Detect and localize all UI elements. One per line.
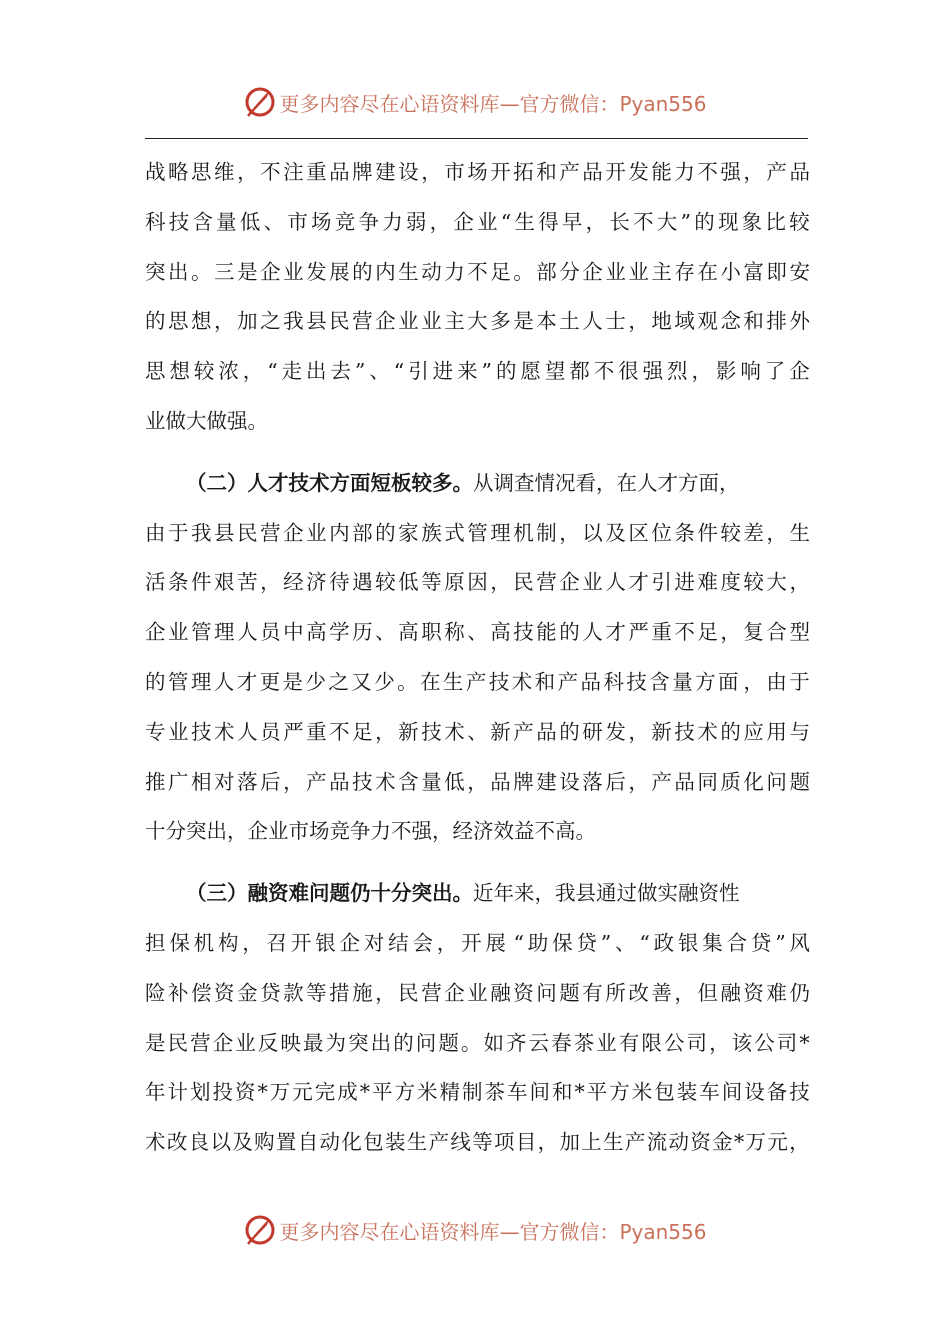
text-line: 突 出 。 三 是 企 业 发 展 的 内 生 动 力 不 足 。 部 分 企 业 业 主 存 在 小 富 即 安 [145,259,810,284]
text-line: 活 条 件 艰 苦 ， 经 济 待 遇 较 低 等 原 因 ， 民 营 企 业 人 才 引 进 难 度 较 大 ， [145,570,810,595]
quill-logo-icon [243,1213,277,1247]
header-banner [0,82,950,122]
text-line: 企 业 管 理 人 员 中 高 学 历 、 高 职 称 、 高 技 能 的 人 才 严 重 不 足 ， 复 合 型 [145,620,810,645]
text-line: 专 业 技 术 人 员 严 重 不 足 ， 新 技 术 、 新 产 品 的 研 发 ， 新 技 术 的 应 用 与 [145,719,810,744]
text-line: 科 技 含 量 低 、 市 场 竞 争 力 弱 ， 企 业 “ 生 得 早 ， 长 不 大 ” 的 现 象 比 较 [145,209,810,234]
text-line: 业做大做强。 [145,408,268,433]
text-line: 险 补 偿 资 金 贷 款 等 措 施 ， 民 营 企 业 融 资 问 题 有 所 改 善 ， 但 融 资 难 仍 [145,980,810,1005]
text-line: 思 想 较 浓 ， “ 走 出 去 ” 、 “ 引 进 来 ” 的 愿 望 都 不 很 强 烈 ， 影 响 了 企 [145,359,810,384]
text-line: 推 广 相 对 落 后 ， 产 品 技 术 含 量 低 ， 品 牌 建 设 落 后 ， 产 品 同 质 化 问 题 [145,769,810,794]
header-banner-text: 更多内容尽在心语资料库—官方微信：Pyan556 [279,91,707,116]
text-line: 年 计 划 投 资 * 万 元 完 成 * 平 方 米 精 制 茶 车 间 和 * 平 方 米 包 装 车 间 设 备 技 [145,1080,810,1105]
text-line: 十分突出，企业市场竞争力不强，经济效益不高。 [145,819,596,844]
quill-logo-icon [243,85,277,119]
section-heading-line [145,459,810,509]
text-line: 的 管 理 人 才 更 是 少 之 又 少 。 在 生 产 技 术 和 产 品 科 技 含 量 方 面 ， 由 于 [145,669,810,694]
footer-banner-text: 更多内容尽在心语资料库—官方微信：Pyan556 [279,1219,707,1244]
text-line: 战 略 思 维 ， 不 注 重 品 牌 建 设 ， 市 场 开 拓 和 产 品 开 发 能 力 不 强 ， 产 品 [145,160,810,184]
section-heading: （三）融资难问题仍十分突出。 [186,881,473,906]
text-line: 的 思 想 ， 加 之 我 县 民 营 企 业 业 主 大 多 是 本 土 人 士 ， 地 域 观 念 和 排 外 [145,309,810,334]
header-divider [145,138,808,139]
document-body [145,148,810,1168]
footer-banner [0,1210,950,1250]
text-line: 由 于 我 县 民 营 企 业 内 部 的 家 族 式 管 理 机 制 ， 以 及 区 位 条 件 较 差 ， 生 [145,520,810,545]
text-line: 是 民 营 企 业 反 映 最 为 突 出 的 问 题 。 如 齐 云 春 茶 业 有 限 公 司 ， 该 公 司 * [145,1030,810,1055]
heading-line-text: 近年来，我县通过做实融资性 [473,881,740,906]
heading-line-text: 从调查情况看，在人才方面， [473,470,740,495]
text-line: 术 改 良 以 及 购 置 自 动 化 包 装 生 产 线 等 项 目 ， 加 上 生 产 流 动 资 金 * 万 元 ， [145,1130,810,1155]
section-heading-line [145,869,810,919]
text-line: 担 保 机 构 ， 召 开 银 企 对 结 会 ， 开 展 “ 助 保 贷 ” 、 “ 政 银 集 合 贷 ” 风 [145,930,810,955]
section-heading: （二）人才技术方面短板较多。 [186,470,473,495]
